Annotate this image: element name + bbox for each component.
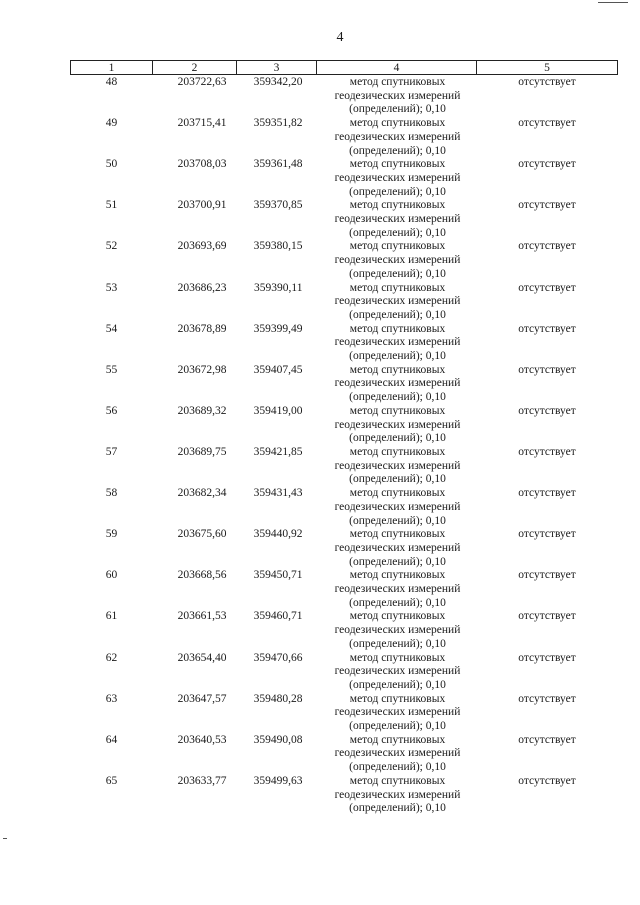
y-coordinate-cell: 359390,11: [254, 281, 303, 294]
x-coordinate-cell: 203715,41: [177, 117, 227, 130]
table-row: [71, 282, 618, 323]
method-line: (определений); 0,10: [349, 514, 446, 527]
method-line: метод спутниковых: [349, 445, 446, 458]
method-line: (определений); 0,10: [349, 391, 446, 404]
method-line: геодезических измерений: [334, 788, 461, 801]
status-cell: отсутствует: [518, 158, 576, 171]
method-line: (определений); 0,10: [349, 432, 446, 445]
table-body: [71, 75, 618, 816]
status-cell: отсутствует: [518, 610, 576, 623]
header-cell-5: 5: [477, 61, 618, 75]
status-cell: отсутствует: [518, 569, 576, 582]
method-cell: [317, 487, 477, 528]
point-number-cell: 55: [105, 363, 118, 376]
table-row: [71, 158, 618, 199]
method-line: метод спутниковых: [349, 528, 446, 541]
method-line: геодезических измерений: [334, 377, 461, 390]
x-coordinate-cell: 203668,56: [177, 569, 227, 582]
method-line: метод спутниковых: [349, 199, 446, 212]
method-cell: [317, 610, 477, 651]
method-line: (определений); 0,10: [349, 267, 446, 280]
method-line: геодезических измерений: [334, 459, 461, 472]
status-cell: отсутствует: [518, 487, 576, 500]
y-coordinate-cell: 359470,66: [253, 651, 303, 664]
point-number-cell: 58: [105, 487, 118, 500]
y-coordinate-cell: 359480,28: [253, 692, 303, 705]
point-number-cell: 54: [105, 322, 118, 335]
header-cell-1: 1: [71, 61, 153, 75]
x-coordinate-cell: 203708,03: [177, 158, 227, 171]
point-number-cell: 57: [105, 445, 118, 458]
x-coordinate-cell: 203633,77: [177, 774, 227, 787]
status-cell: отсутствует: [518, 322, 576, 335]
point-number-cell: 62: [105, 651, 118, 664]
method-cell: [317, 158, 477, 199]
x-coordinate-cell: 203678,89: [177, 322, 227, 335]
method-cell: [317, 734, 477, 775]
table-row: [71, 569, 618, 610]
point-number-cell: 53: [105, 281, 118, 294]
method-line: (определений); 0,10: [349, 555, 446, 568]
method-cell: [317, 569, 477, 610]
method-cell: [317, 117, 477, 158]
y-coordinate-cell: 359450,71: [253, 569, 303, 582]
table-row: [71, 775, 618, 816]
point-number-cell: 52: [105, 240, 118, 253]
method-cell: [317, 775, 477, 816]
method-cell: [317, 446, 477, 487]
header-cell-4: 4: [317, 61, 477, 75]
status-cell: отсутствует: [518, 733, 576, 746]
method-line: метод спутниковых: [349, 158, 446, 171]
x-coordinate-cell: 203675,60: [177, 528, 227, 541]
method-line: (определений); 0,10: [349, 226, 446, 239]
y-coordinate-cell: 359419,00: [253, 404, 303, 417]
x-coordinate-cell: 203689,75: [177, 445, 227, 458]
status-cell: отсутствует: [518, 445, 576, 458]
method-line: геодезических измерений: [334, 295, 461, 308]
status-cell: отсутствует: [518, 528, 576, 541]
table-row: [71, 446, 618, 487]
method-line: (определений); 0,10: [349, 350, 446, 363]
point-number-cell: 64: [105, 733, 118, 746]
table-row: [71, 487, 618, 528]
table-row: [71, 652, 618, 693]
method-line: (определений); 0,10: [349, 473, 446, 486]
scan-mark-top-right: [598, 2, 628, 3]
x-coordinate-cell: 203682,34: [177, 487, 227, 500]
method-line: метод спутниковых: [349, 651, 446, 664]
point-number-cell: 65: [105, 774, 118, 787]
y-coordinate-cell: 359370,85: [253, 199, 303, 212]
table-row: [71, 405, 618, 446]
point-number-cell: 59: [105, 528, 118, 541]
status-cell: отсутствует: [518, 404, 576, 417]
method-line: геодезических измерений: [334, 89, 461, 102]
method-line: метод спутниковых: [349, 692, 446, 705]
table-row: [71, 75, 618, 118]
method-line: (определений); 0,10: [349, 308, 446, 321]
method-cell: [317, 240, 477, 281]
method-line: геодезических измерений: [334, 624, 461, 637]
method-line: (определений); 0,10: [349, 144, 446, 157]
method-cell: [317, 75, 477, 118]
x-coordinate-cell: 203693,69: [177, 240, 227, 253]
y-coordinate-cell: 359399,49: [253, 322, 303, 335]
table-row: [71, 610, 618, 651]
y-coordinate-cell: 359490,08: [253, 733, 303, 746]
table-row: [71, 199, 618, 240]
y-coordinate-cell: 359407,45: [253, 363, 303, 376]
x-coordinate-cell: 203672,98: [177, 363, 227, 376]
method-cell: [317, 528, 477, 569]
method-line: геодезических измерений: [334, 254, 461, 267]
method-cell: [317, 652, 477, 693]
page-number: 4: [336, 30, 344, 45]
method-line: метод спутниковых: [349, 76, 446, 88]
table-row: [71, 528, 618, 569]
point-number-cell: 56: [105, 404, 118, 417]
point-number-cell: 63: [105, 692, 118, 705]
method-line: метод спутниковых: [349, 487, 446, 500]
x-coordinate-cell: 203640,53: [177, 733, 227, 746]
y-coordinate-cell: 359421,85: [253, 445, 303, 458]
method-line: метод спутниковых: [349, 610, 446, 623]
method-line: геодезических измерений: [334, 541, 461, 554]
method-cell: [317, 693, 477, 734]
method-line: (определений); 0,10: [349, 596, 446, 609]
method-line: (определений); 0,10: [349, 103, 446, 116]
table-row: [71, 734, 618, 775]
method-line: геодезических измерений: [334, 706, 461, 719]
x-coordinate-cell: 203722,63: [177, 76, 227, 88]
table-row: [71, 117, 618, 158]
status-cell: отсутствует: [518, 774, 576, 787]
scan-mark-left: [3, 838, 7, 839]
method-cell: [317, 405, 477, 446]
method-line: (определений); 0,10: [349, 720, 446, 733]
status-cell: отсутствует: [518, 76, 576, 88]
point-number-cell: 50: [105, 158, 118, 171]
method-line: (определений); 0,10: [349, 802, 446, 815]
method-line: геодезических измерений: [334, 500, 461, 513]
x-coordinate-cell: 203689,32: [177, 404, 227, 417]
method-line: (определений); 0,10: [349, 761, 446, 774]
point-number-cell: 60: [105, 569, 118, 582]
table-header: [71, 61, 618, 75]
method-line: метод спутниковых: [349, 117, 446, 130]
y-coordinate-cell: 359499,63: [253, 774, 303, 787]
table-row: [71, 240, 618, 281]
method-line: (определений); 0,10: [349, 678, 446, 691]
method-line: геодезических измерений: [334, 213, 461, 226]
method-line: метод спутниковых: [349, 281, 446, 294]
method-line: геодезических измерений: [334, 130, 461, 143]
status-cell: отсутствует: [518, 240, 576, 253]
status-cell: отсутствует: [518, 692, 576, 705]
point-number-cell: 61: [105, 610, 118, 623]
point-number-cell: 49: [105, 117, 118, 130]
y-coordinate-cell: 359440,92: [253, 528, 303, 541]
point-number-cell: 51: [105, 199, 118, 212]
method-line: метод спутниковых: [349, 569, 446, 582]
method-cell: [317, 323, 477, 364]
header-row: [71, 61, 618, 75]
status-cell: отсутствует: [518, 651, 576, 664]
y-coordinate-cell: 359380,15: [253, 240, 303, 253]
status-cell: отсутствует: [518, 363, 576, 376]
table-row: [71, 693, 618, 734]
method-line: геодезических измерений: [334, 336, 461, 349]
method-line: метод спутниковых: [349, 404, 446, 417]
y-coordinate-cell: 359361,48: [253, 158, 303, 171]
status-cell: отсутствует: [518, 199, 576, 212]
table-row: [71, 364, 618, 405]
point-number-cell: 48: [105, 76, 118, 88]
y-coordinate-cell: 359351,82: [253, 117, 303, 130]
method-line: геодезических измерений: [334, 583, 461, 596]
x-coordinate-cell: 203700,91: [177, 199, 227, 212]
coordinates-table: [70, 60, 618, 816]
method-line: метод спутниковых: [349, 322, 446, 335]
method-line: метод спутниковых: [349, 240, 446, 253]
method-cell: [317, 199, 477, 240]
method-line: геодезических измерений: [334, 171, 461, 184]
x-coordinate-cell: 203686,23: [177, 281, 227, 294]
y-coordinate-cell: 359460,71: [253, 610, 303, 623]
method-line: геодезических измерений: [334, 747, 461, 760]
method-cell: [317, 282, 477, 323]
x-coordinate-cell: 203647,57: [177, 692, 227, 705]
header-cell-2: 2: [153, 61, 237, 75]
method-line: метод спутниковых: [349, 363, 446, 376]
method-line: геодезических измерений: [334, 418, 461, 431]
status-cell: отсутствует: [518, 117, 576, 130]
method-line: метод спутниковых: [349, 774, 446, 787]
x-coordinate-cell: 203661,53: [177, 610, 227, 623]
status-cell: отсутствует: [518, 281, 576, 294]
table-row: [71, 323, 618, 364]
y-coordinate-cell: 359342,20: [253, 76, 303, 88]
method-line: метод спутниковых: [349, 733, 446, 746]
x-coordinate-cell: 203654,40: [177, 651, 227, 664]
method-line: (определений); 0,10: [349, 185, 446, 198]
method-line: (определений); 0,10: [349, 637, 446, 650]
y-coordinate-cell: 359431,43: [253, 487, 303, 500]
header-cell-3: 3: [237, 61, 317, 75]
method-line: геодезических измерений: [334, 665, 461, 678]
method-cell: [317, 364, 477, 405]
